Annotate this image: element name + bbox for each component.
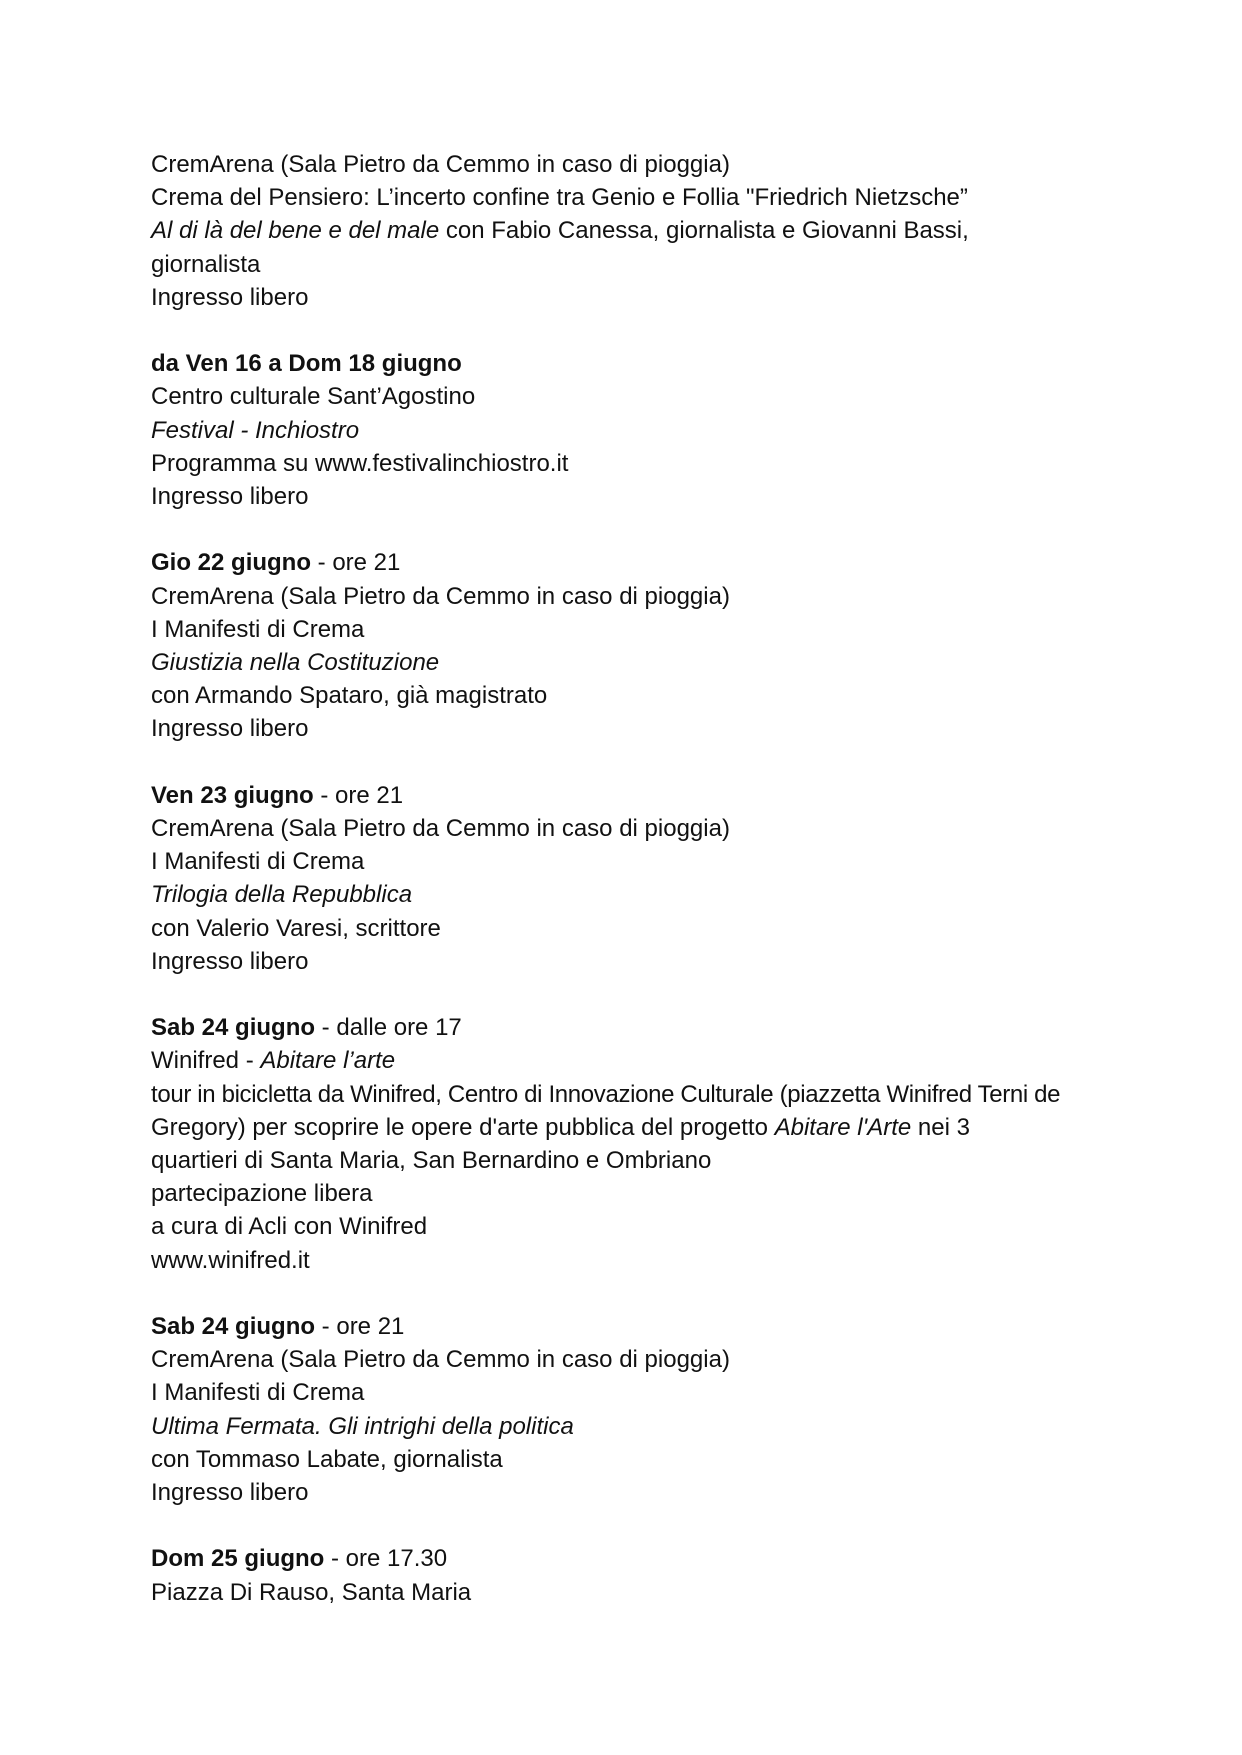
event-guest: con Tommaso Labate, giornalista — [151, 1445, 503, 1473]
event-entry: Ingresso libero — [151, 715, 309, 743]
event-block — [151, 1542, 1111, 1608]
event-block — [151, 347, 1111, 513]
event-program: Programma su www.festivalinchiostro.it — [151, 449, 569, 477]
event-date: Gio 22 giugno — [151, 549, 311, 577]
event-title: Trilogia della Repubblica — [151, 881, 413, 909]
event-description-text: nei 3 — [911, 1113, 970, 1141]
event-venue: Winifred - — [151, 1047, 261, 1075]
event-venue: CremArena (Sala Pietro da Cemmo in caso di pioggia) — [151, 151, 730, 178]
event-series: I Manifesti di Crema — [151, 848, 365, 876]
event-date-line — [151, 779, 1111, 812]
event-guests-continued: giornalista — [151, 250, 261, 278]
event-title-line — [151, 646, 1111, 679]
event-time: - ore 21 — [311, 549, 401, 577]
event-title-line — [151, 1410, 1111, 1443]
event-series: Crema del Pensiero: L’incerto confine tra Genio e Follia "Friedrich Nietzsche” — [151, 184, 968, 212]
event-description — [151, 1111, 1111, 1144]
event-block — [151, 1011, 1111, 1277]
event-curator: a cura di Acli con Winifred — [151, 1213, 428, 1241]
event-date: Sab 24 giugno — [151, 1014, 316, 1042]
event-entry: Ingresso libero — [151, 1479, 309, 1507]
event-venue: CremArena (Sala Pietro da Cemmo in caso di pioggia) — [151, 582, 730, 610]
event-time: - ore 21 — [313, 781, 404, 809]
event-guest: con Valerio Varesi, scrittore — [151, 914, 441, 942]
event-block — [151, 546, 1111, 745]
event-venue: Centro culturale Sant’Agostino — [151, 383, 476, 411]
event-entry: Ingresso libero — [151, 947, 309, 975]
event-venue-line — [151, 1044, 1111, 1077]
event-project-title: Abitare l'Arte — [774, 1113, 912, 1141]
event-date-line — [151, 1011, 1111, 1044]
event-date-line — [151, 546, 1111, 579]
event-entry: Ingresso libero — [151, 483, 309, 511]
event-guest: con Armando Spataro, già magistrato — [151, 682, 548, 710]
event-date-line — [151, 1542, 1111, 1575]
event-website: www.winifred.it — [151, 1246, 310, 1274]
event-title: Al di là del bene e del male — [151, 217, 440, 245]
event-block — [151, 148, 1111, 314]
event-title: Festival - Inchiostro — [151, 416, 360, 444]
event-entry: Ingresso libero — [151, 283, 309, 311]
event-description: quartieri di Santa Maria, San Bernardino e Ombriano — [151, 1147, 712, 1175]
event-date: Sab 24 giugno — [151, 1313, 316, 1341]
event-date-line — [151, 1310, 1111, 1343]
event-title: Ultima Fermata. Gli intrighi della politica — [151, 1412, 574, 1440]
event-block — [151, 779, 1111, 978]
event-description: tour in bicicletta da Winifred, Centro di Innovazione Culturale (piazzetta Winifred Terni de — [151, 1080, 1061, 1108]
event-title-line — [151, 214, 1111, 247]
event-title: Giustizia nella Costituzione — [151, 649, 440, 677]
event-participation: partecipazione libera — [151, 1180, 373, 1208]
event-date: Ven 23 giugno — [151, 781, 314, 809]
event-time: - ore 21 — [315, 1313, 405, 1341]
event-title-line — [151, 414, 1111, 447]
event-time: - dalle ore 17 — [315, 1014, 462, 1042]
event-description-text: Gregory) per scoprire le opere d'arte pubblica del progetto — [151, 1113, 775, 1141]
event-venue: CremArena (Sala Pietro da Cemmo in caso di pioggia) — [151, 815, 730, 843]
event-venue: Piazza Di Rauso, Santa Maria — [151, 1578, 472, 1606]
event-date-line — [151, 347, 1111, 380]
event-block — [151, 1310, 1111, 1509]
event-title-line — [151, 878, 1111, 911]
event-guests: con Fabio Canessa, giornalista e Giovanni Bassi, — [439, 217, 969, 245]
event-series: I Manifesti di Crema — [151, 615, 365, 643]
event-title: Abitare l’arte — [260, 1047, 396, 1075]
event-date: da Ven 16 a Dom 18 giugno — [151, 350, 462, 378]
event-date: Dom 25 giugno — [151, 1545, 325, 1573]
document-page — [151, 148, 1111, 1642]
event-venue: CremArena (Sala Pietro da Cemmo in caso di pioggia) — [151, 1346, 730, 1374]
event-series: I Manifesti di Crema — [151, 1379, 365, 1407]
event-time: - ore 17.30 — [324, 1545, 448, 1573]
